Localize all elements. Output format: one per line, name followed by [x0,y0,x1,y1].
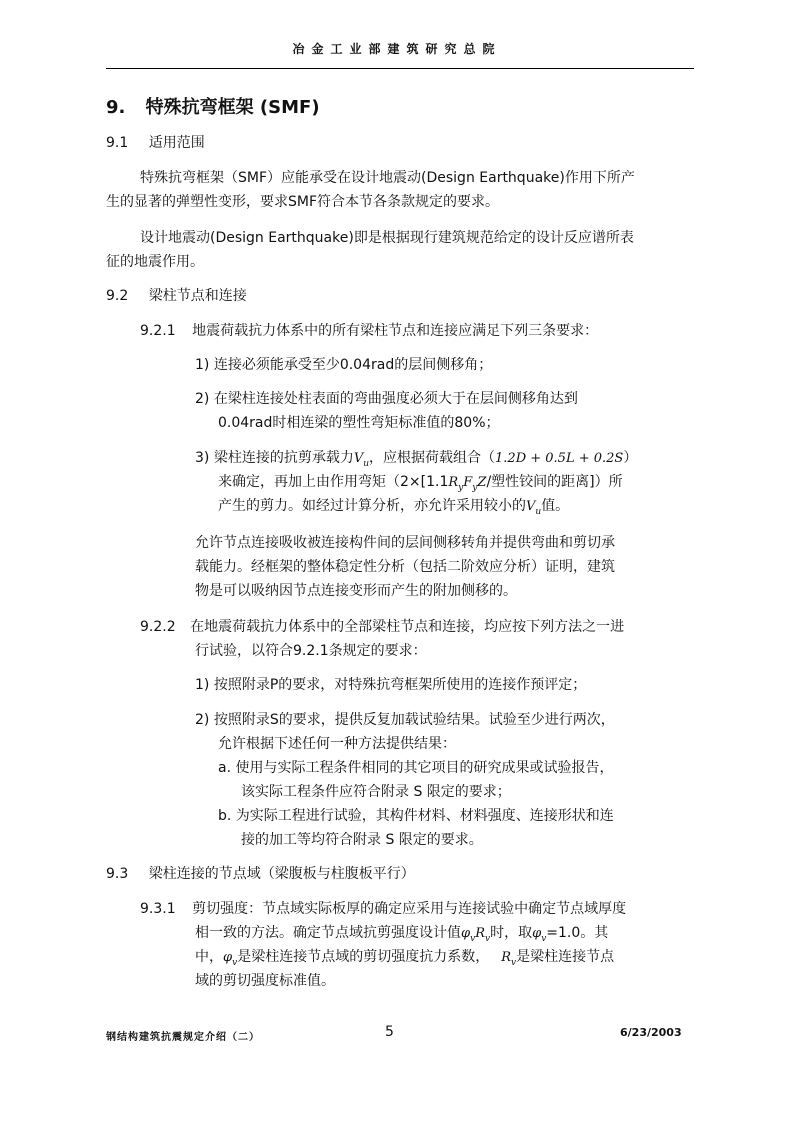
clause-text: 地震荷载抗力体系中的所有梁柱节点和连接应满足下列三条要求： [192,323,599,339]
paragraph-line: 生的显著的弹塑性变形，要求SMF符合本节各条款规定的要求。 [106,194,500,210]
clause-9-3-1 [140,898,626,918]
math-symbol: R [501,950,511,965]
list-item-continued: 允许根据下述任何一种方法提供结果： [218,736,456,752]
sub-item-a: a. 使用与实际工程条件相同的其它项目的研究成果或试验报告， [218,760,614,776]
clause-text: 时，取 [490,925,533,941]
math-symbol: Z [477,475,487,490]
math-symbol: F [463,475,473,490]
clause-text: 是梁柱连接节点 [516,949,615,965]
subsection-9-1-heading [106,132,205,152]
clause-text: 在地震荷载抗力体系中的全部梁柱节点和连接，均应按下列方法之一进 [190,619,625,635]
list-item: 2) 按照附录S的要求，提供反复加载试验结果。试验至少进行两次， [195,712,615,728]
clause-text: 剪切强度：节点域实际板厚的确定应采用与连接试验中确定节点域厚度 [192,901,627,917]
footer-document-title: 钢结构建筑抗震规定介绍（二） [106,1032,260,1043]
clause-text-continued: 域的剪切强度标准值。 [195,973,335,989]
paragraph-line: 设计地震动(Design Earthquake)即是根据现行建筑规范给定的设计反应谱所表 [140,230,634,246]
page-header: 冶金工业部建筑研究总院 [292,42,502,56]
clause-text-continued: 行试验，以符合9.2.1条规定的要求： [195,643,427,659]
math-subscript: v [485,933,491,944]
list-item-text: /塑性铰间的距离]）所 [486,474,623,490]
math-symbol: V [526,499,536,514]
math-subscript: u [363,458,370,469]
list-item-continued [218,471,623,493]
clause-text: 相一致的方法。确定节点域抗剪强度设计值 [195,925,461,941]
footer-date: 6/23/2003 [620,1026,682,1039]
subsection-title: 梁柱节点和连接 [148,288,247,304]
paragraph-line: 征的地震作用。 [106,254,204,270]
math-subscript: u [535,506,542,517]
subsection-title: 适用范围 [148,135,205,151]
header-divider [106,68,694,69]
math-subscript: v [541,933,547,944]
math-subscript: y [458,482,464,493]
section-heading [106,93,320,119]
math-subscript: y [472,482,478,493]
paragraph-line: 特殊抗弯框架（SMF）应能承受在设计地震动(Design Earthquake)作用下所产 [140,170,635,186]
clause-text-continued [195,946,614,968]
clause-number: 9.3.1 [140,901,176,917]
subsection-number: 9.3 [106,866,129,882]
load-combination: 1.2D + 0.5L + 0.2S [495,451,624,466]
sub-item-continued: 接的加工等均符合附录 S 限定的要求。 [241,832,483,848]
subsection-9-3-heading [106,863,415,883]
sub-item-continued: 该实际工程条件应符合附录 S 限定的要求； [241,784,511,800]
sub-item-b: b. 为实际工程进行试验，其构件材料、材料强度、连接形状和连 [218,808,614,824]
math-symbol: V [353,451,364,466]
list-item-text: 值。 [541,498,570,514]
note-line: 物是可以吸纳因节点连接变形而产生的附加侧移的。 [195,583,517,599]
list-item-continued [218,495,569,517]
list-item [195,447,637,469]
clause-text: 中， [195,949,223,965]
math-symbol: R [475,926,485,941]
math-subscript: v [470,933,476,944]
note-line: 载能力。经框架的整体稳定性分析（包括二阶效应分析）证明，建筑 [195,559,615,575]
math-symbol: φ [223,950,233,965]
clause-text: =1.0。其 [546,925,609,941]
page-number: 5 [385,1024,394,1040]
math-subscript: v [232,957,238,968]
subsection-9-2-heading [106,285,247,305]
list-item-text: 来确定，再加上由作用弯矩（2×[1.1 [218,474,449,490]
clause-text-continued [195,922,608,944]
math-symbol: R [448,475,459,490]
list-item: 1) 连接必须能承受至少0.04rad的层间侧移角； [195,357,493,373]
list-item-text: 产生的剪力。如经过计算分析，亦允许采用较小的 [218,498,526,514]
list-item-text: ） [623,450,638,466]
clause-number: 9.2.2 [140,619,176,635]
list-item-text: ，应根据荷载组合（ [369,450,496,466]
note-line: 允许节点连接吸收被连接构件间的层间侧移转角并提供弯曲和剪切承 [195,535,615,551]
section-number: 9. [106,97,126,118]
subsection-title: 梁柱连接的节点域（梁腹板与柱腹板平行） [148,866,415,882]
clause-9-2-2 [140,616,624,636]
math-symbol: φ [461,926,471,941]
clause-text: 是梁柱连接节点域的剪切强度抗力系数， [237,949,490,965]
list-item-text: 3) 梁柱连接的抗剪承载力 [195,450,354,466]
list-item: 1) 按照附录P的要求，对特殊抗弯框架所使用的连接作预评定； [195,677,587,693]
subsection-number: 9.2 [106,288,129,304]
list-item: 2) 在梁柱连接处柱表面的弯曲强度必须大于在层间侧移角达到 [195,391,578,407]
math-symbol: φ [532,926,542,941]
section-title: 特殊抗弯框架 (SMF) [145,97,320,118]
clause-9-2-1 [140,320,598,340]
list-item-continued: 0.04rad时相连梁的塑性弯矩标准值的80%； [218,415,500,431]
clause-number: 9.2.1 [140,323,176,339]
math-subscript: v [511,957,517,968]
subsection-number: 9.1 [106,135,129,151]
